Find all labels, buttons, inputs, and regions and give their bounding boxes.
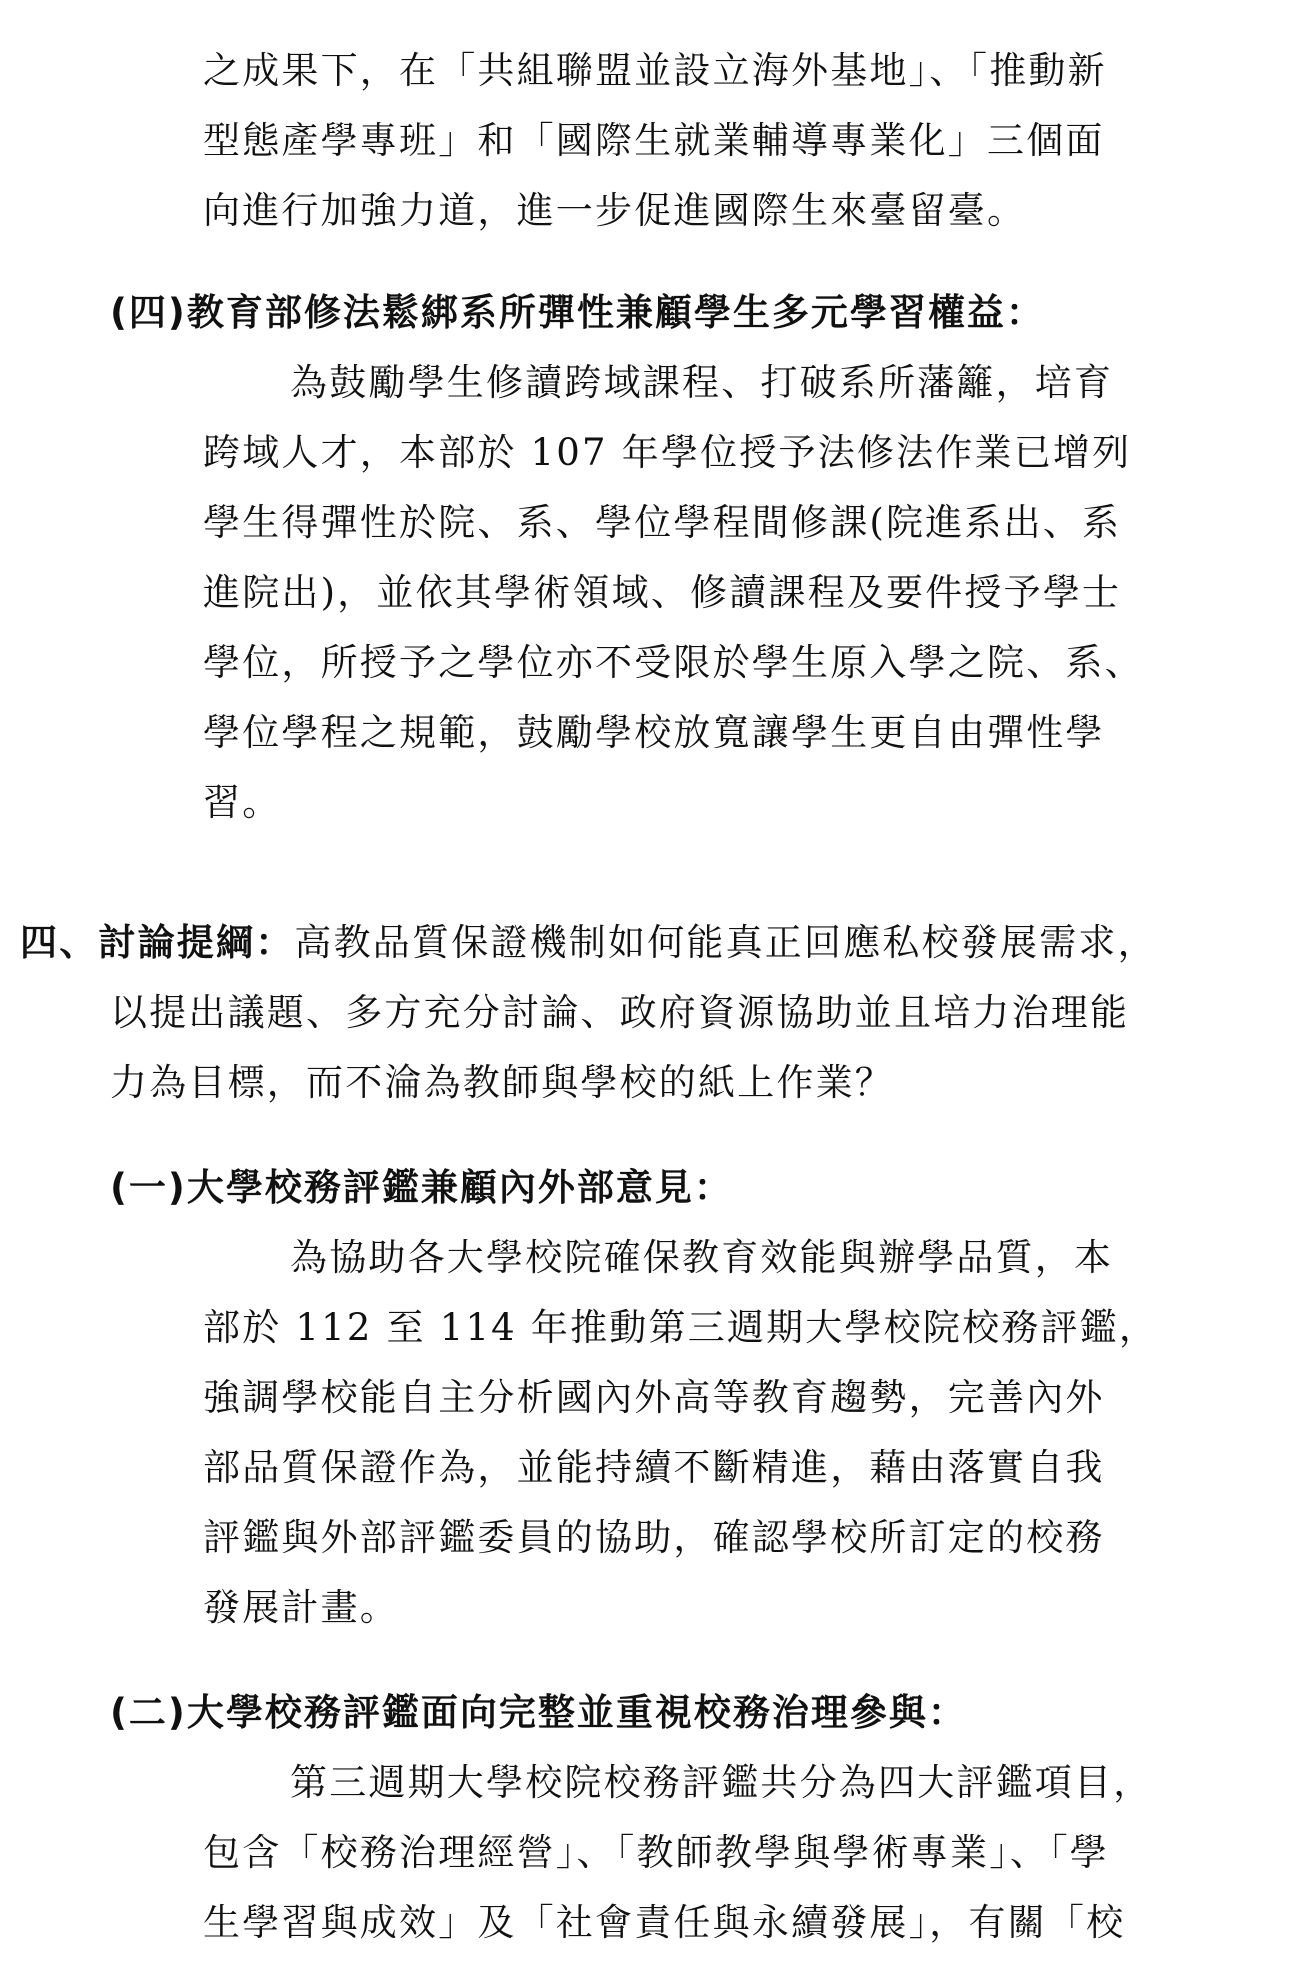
intro-line-3: 向進行加強力道，進一步促進國際生來臺留臺。 [203,189,1027,232]
section-four-line-4: 進院出)，並依其學術領域、修讀課程及要件授予學士 [203,571,1122,614]
discussion-topic-line-3: 力為目標，而不淪為教師與學校的紙上作業？ [110,1061,894,1104]
discussion-topic-label: 四、討論提綱： [20,921,295,964]
section-four-heading: (四)教育部修法鬆綁系所彈性兼顧學生多元學習權益： [110,291,1045,334]
subsection-two-heading: (二)大學校務評鑑面向完整並重視校務治理參與： [110,1691,967,1734]
intro-line-2: 型態產學專班」和「國際生就業輔導專業化」三個面 [203,119,1105,162]
section-four-line-7: 習。 [203,781,282,824]
subsection-one-line-6: 發展計畫。 [203,1586,399,1629]
subsection-one-line-1: 為協助各大學校院確保教育效能與辦學品質，本 [290,1236,1114,1279]
section-four-line-1: 為鼓勵學生修讀跨域課程、打破系所藩籬，培育 [290,361,1114,404]
section-four-line-2: 跨域人才，本部於 107 年學位授予法修法作業已增列 [203,431,1132,474]
discussion-topic-line-1: 高教品質保證機制如何能真正回應私校發展需求， [294,921,1157,964]
subsection-one-heading: (一)大學校務評鑑兼顧內外部意見： [110,1166,733,1209]
section-four-line-6: 學位學程之規範，鼓勵學校放寬讓學生更自由彈性學 [203,711,1105,754]
section-four-line-5: 學位，所授予之學位亦不受限於學生原入學之院、系、 [203,641,1144,684]
subsection-one-line-2: 部於 112 至 114 年推動第三週期大學校院校務評鑑， [203,1306,1159,1349]
intro-line-1: 之成果下，在「共組聯盟並設立海外基地」、「推動新 [203,49,1107,92]
subsection-two-line-1: 第三週期大學校院校務評鑑共分為四大評鑑項目， [290,1761,1153,1804]
subsection-one-line-4: 部品質保證作為，並能持續不斷精進，藉由落實自我 [203,1446,1105,1489]
discussion-topic-line-2: 以提出議題、多方充分討論、政府資源協助並且培力治理能 [110,991,1130,1034]
subsection-two-line-2: 包含「校務治理經營」、「教師教學與學術專業」、「學 [203,1831,1109,1874]
discussion-topic-first-line [20,920,1157,966]
subsection-two-line-3: 生學習與成效」及「社會責任與永續發展」，有關「校 [203,1901,1126,1944]
section-four-line-3: 學生得彈性於院、系、學位學程間修課(院進系出、系 [203,501,1122,544]
subsection-one-line-5: 評鑑與外部評鑑委員的協助，確認學校所訂定的校務 [203,1516,1105,1559]
subsection-one-line-3: 強調學校能自主分析國內外高等教育趨勢，完善內外 [203,1376,1105,1419]
